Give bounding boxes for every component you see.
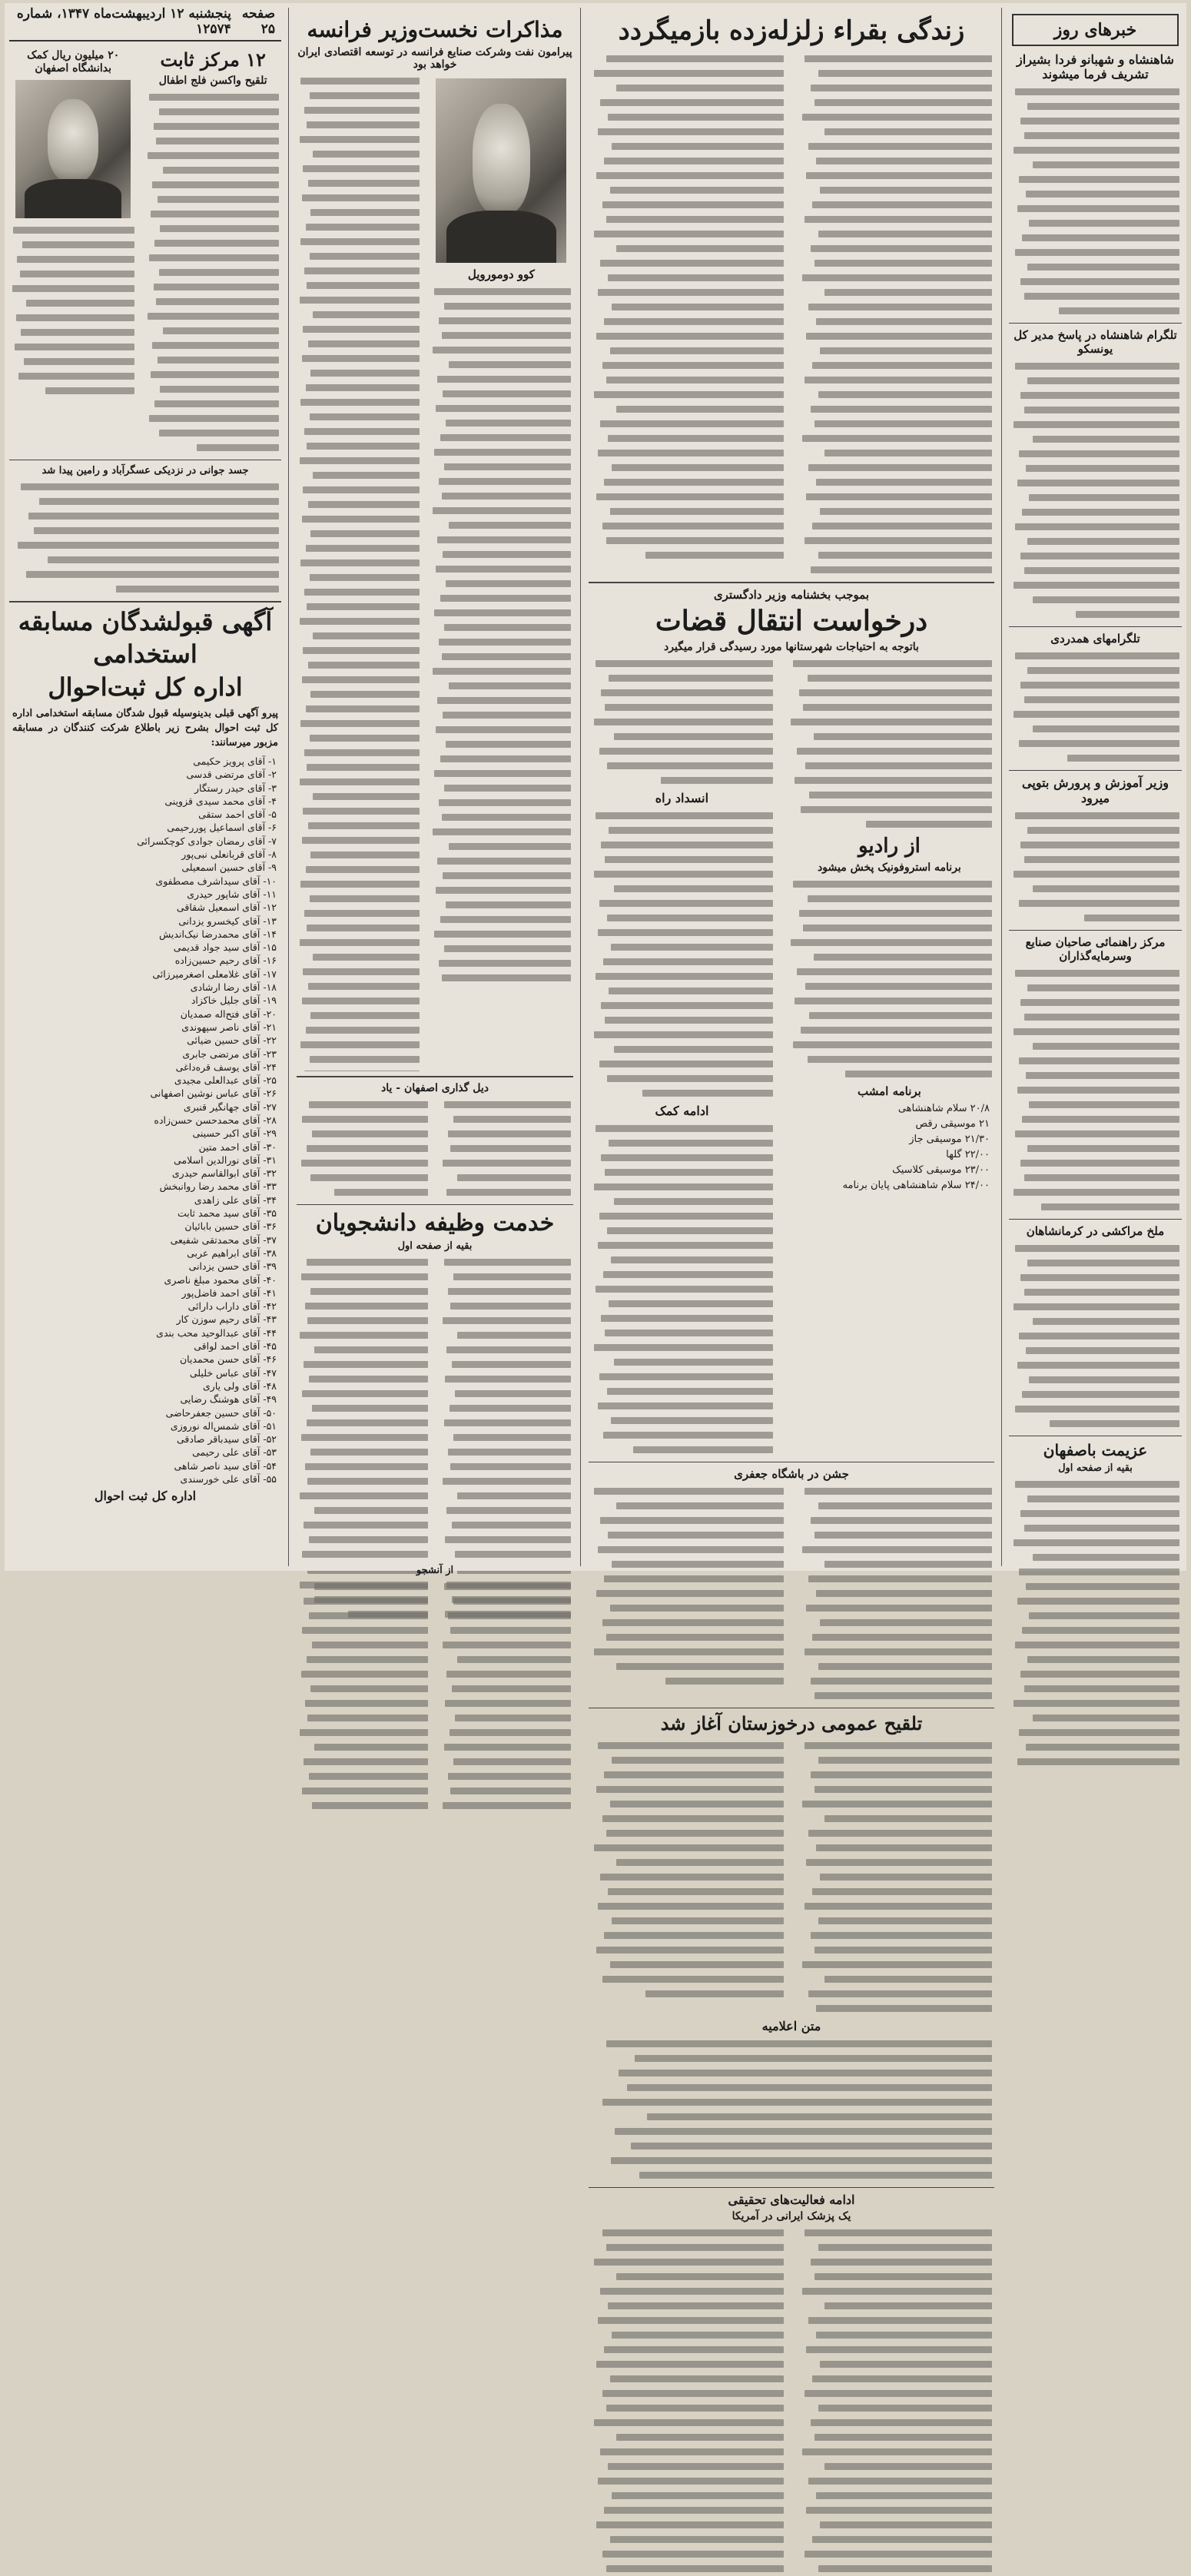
side-body-5	[589, 2037, 994, 2183]
left-column	[5, 3, 286, 1571]
notice-name-item: ۱- آقای پرویز حکیمی	[193, 755, 277, 767]
notice-name-item: ۸- آقای قربانعلی نبی‌پور	[181, 848, 277, 861]
notice-name-item: ۲۵- آقای عبدالعلی مجیدی	[174, 1074, 277, 1087]
health-item-body	[9, 480, 281, 596]
side-body-4	[589, 1484, 994, 1703]
notice-name-item: ۳۲- آقای ابوالقاسم حیدری	[171, 1167, 277, 1180]
masthead-page-number: صفحه ۲۵	[241, 6, 275, 37]
notice-name-list	[9, 755, 281, 1486]
students-column	[292, 1071, 578, 1576]
news-item6-body	[1009, 1241, 1182, 1431]
notice-name-item: ۲- آقای مرتضی قدسی	[186, 768, 277, 781]
news-item1-title: شاهنشاه و شهبانو فردا بشیراز تشریف فرما میشوند	[1017, 52, 1174, 82]
health-block	[144, 46, 281, 455]
notice-name-item: ۳۷- آقای محمدتقی شفیعی	[170, 1233, 277, 1246]
notice-name-item: ۴۳- آقای رحیم سوزن کار	[176, 1313, 277, 1326]
photo-suit	[25, 179, 121, 217]
news-item4-body	[1009, 808, 1182, 925]
news-item6-title: ملخ مراکشی در کرمانشاهان	[1026, 1223, 1165, 1238]
health-aid-wrap	[9, 46, 281, 455]
notice-name-item: ۲۷- آقای جهانگیر قنبری	[183, 1100, 277, 1113]
notice-name-item: ۲۶- آقای عباس نوشین اصفهانی	[150, 1087, 277, 1100]
recruitment-notice	[9, 607, 281, 1504]
cancer-body	[589, 2226, 994, 2576]
news-item5-title: مرکز راهنمائی صاحبان صنایع وسرمایه‌گذاران	[1025, 934, 1166, 963]
radio-program-list	[785, 1101, 994, 1193]
news-item2-body	[1009, 359, 1182, 622]
notice-name-item: ۷- آقای رمضان جوادی کوچکسرائی	[137, 835, 277, 847]
notice-name-item: ۲۹- آقای اکبر حسینی	[192, 1127, 277, 1140]
divider	[297, 1076, 573, 1077]
divider	[1009, 930, 1182, 931]
notice-name-item: ۱۹- آقای جلیل خاکزاد	[191, 994, 277, 1007]
newspaper-page	[5, 3, 1186, 2222]
divider	[589, 582, 994, 583]
news-item7-title: عزیمت باصفهان	[1043, 1440, 1148, 1459]
notice-name-item: ۳۴- آقای علی زاهدی	[194, 1193, 277, 1206]
notice-name-item: ۴۰- آقای محمود مبلغ ناصری	[164, 1273, 277, 1286]
notice-footer: اداره کل ثبت احوال	[94, 1489, 197, 1504]
notice-title-2: استخدامی	[93, 639, 197, 669]
france-headline: مذاکرات نخست‌وزیر فرانسه	[307, 17, 563, 42]
students-continued: بقیه از صفحه اول	[397, 1240, 473, 1252]
notice-name-item: ۵- آقای احمد ستقی	[198, 808, 277, 821]
students-body-2	[297, 1579, 573, 1813]
side-item4-title: متن اعلامیه	[761, 2018, 821, 2033]
notice-name-item: ۱۰- آقای سیداشرف مصطفوی	[155, 875, 277, 887]
cancer-title: ادامه فعالیت‌های تحقیقی	[728, 2192, 855, 2207]
judges-sub: باتوجه به احتیاجات شهرستانها مورد رسیدگی قرار میگیرد	[664, 640, 919, 653]
notice-name-item: ۲۸- آقای محمدحسن حسن‌زاده	[154, 1114, 277, 1126]
divider	[1009, 626, 1182, 627]
radio-program-item: ۲۰/۸ سلام شاهنشاهی	[897, 1103, 990, 1115]
health-sub: تلقیح واکسن فلج اطفال	[158, 74, 267, 87]
side-item1-title: انسداد راه	[655, 790, 709, 805]
side-body-3	[589, 1121, 775, 1457]
masthead-date: پنجشنبه ۱۲ اردیبهشت‌ماه ۱۳۴۷، شماره ۱۲۵۷۴	[16, 6, 231, 37]
isfahan-body	[297, 1097, 573, 1200]
notice-name-item: ۴۶- آقای حسن محمدیان	[179, 1353, 277, 1366]
notice-name-item: ۵۰- آقای حسین جعفرحاضی	[165, 1406, 277, 1419]
notice-name-item: ۱۲- آقای اسمعیل شقاقی	[176, 901, 277, 914]
notice-name-item: ۴- آقای محمد سیدی قزوینی	[164, 795, 277, 807]
notice-name-item: ۴۱- آقای احمد فاضل‌پور	[181, 1286, 277, 1299]
cancer-headline: یک پزشک ایرانی در آمریکا	[732, 2209, 851, 2222]
notice-name-item: ۱۵- آقای سید جواد قدیمی	[173, 941, 277, 954]
divider	[9, 601, 281, 603]
earthquake-column	[584, 3, 999, 2222]
notice-name-item: ۴۴- آقای عبدالوحید محب بندی	[156, 1326, 277, 1339]
divider	[589, 2187, 994, 2188]
students-body	[297, 1255, 573, 1562]
notice-name-item: ۵۳- آقای علی رحیمی	[192, 1446, 277, 1459]
radio-program-item: ۲۱/۳۰ موسیقی جاز	[909, 1134, 990, 1146]
isfahan-title: دیل گذاری اصفهان - یاد	[381, 1082, 489, 1094]
radio-program-item: ۲۲/۰۰ گلها	[946, 1149, 990, 1161]
radio-program-item: ۲۱ موسیقی رقص	[915, 1118, 990, 1130]
notice-name-item: ۴۸- آقای ولی یاری	[203, 1379, 277, 1392]
aid-title: ۲۰ میلیون ریال کمک بدانشگاه اصفهان	[27, 49, 120, 75]
notice-name-item: ۱۸- آقای رضا ارشادی	[190, 981, 277, 994]
notice-name-item: ۵۴- آقای سید ناصر شاهی	[174, 1459, 277, 1472]
france-sub: پیرامون نفت وشرکت صنایع فرانسه در توسعه اقتصادی ایران خواهد بود	[297, 45, 572, 71]
notice-name-item: ۳۸- آقای ابراهیم عربی	[187, 1247, 277, 1259]
notice-name-item: ۴۲- آقای داراب دارائی	[187, 1300, 277, 1313]
judges-body-wrap	[589, 656, 994, 1457]
photo-face	[48, 99, 98, 182]
side-body-2	[589, 808, 775, 1100]
portrait-photo	[15, 80, 131, 218]
health-body	[144, 90, 281, 455]
radio-headline: از رادیو	[858, 834, 921, 858]
news-item4-title: وزیر آموزش و پرورش بتوپی میرود	[1022, 775, 1169, 805]
news-of-day-box-title: خبرهای روز	[1012, 14, 1179, 46]
notice-title-3: اداره کل ثبت‌احوال	[48, 672, 243, 702]
radio-body	[785, 877, 994, 1081]
judges-headline: درخواست انتقال قضات	[655, 604, 928, 637]
notice-name-item: ۲۰- آقای فتح‌اله صمدیان	[180, 1007, 277, 1020]
news-item3-body	[1009, 649, 1182, 765]
radio-tonight-title: برنامه امشب	[858, 1084, 921, 1099]
notice-name-item: ۹- آقای حسین اسمعیلی	[181, 861, 277, 874]
notice-intro: پیرو آگهی قبلی بدینوسیله قبول شدگان مسابقه استخدامی اداره کل ثبت احوال بشرح زیر باطلاع شرکت کنندگان در مسابقه مزبور میرسانند:	[12, 707, 278, 749]
judges-body	[785, 656, 994, 832]
notice-name-item: ۳- آقای حیدر رستگار	[194, 782, 277, 794]
france-body-right	[430, 284, 573, 985]
column-rule	[1001, 8, 1002, 1566]
notice-name-item: ۱۶- آقای رحیم حسین‌زاده	[174, 954, 277, 967]
divider	[1009, 1219, 1182, 1220]
photo-suit	[446, 211, 556, 262]
notice-name-item: ۱۴- آقای محمدرضا نیک‌اندیش	[158, 928, 277, 940]
radio-program-item: ۲۳/۰۰ موسیقی کلاسیک	[892, 1164, 990, 1177]
aid-block	[9, 46, 137, 455]
judges-kicker: بموجب بخشنامه وزیر دادگستری	[713, 587, 870, 602]
notice-name-item: ۵۱- آقای شمس‌اله نوروزی	[170, 1419, 277, 1432]
couve-de-murville-photo	[436, 78, 566, 263]
students-sub: از آنشجو	[416, 1565, 454, 1576]
divider	[297, 1204, 573, 1205]
news-item1-body	[1009, 85, 1182, 318]
notice-name-item: ۲۴- آقای یوسف قره‌داغی	[175, 1061, 277, 1073]
notice-name-item: ۲۱- آقای ناصر سپهوندی	[181, 1021, 277, 1033]
column-rule	[288, 8, 289, 1566]
earthquake-body	[589, 51, 994, 577]
radio-sub: برنامه استروفونیک پخش میشود	[818, 861, 961, 875]
divider	[1009, 770, 1182, 771]
students-headline: خدمت وظیفه دانشجویان	[315, 1210, 555, 1237]
notice-name-item: ۳۵- آقای سید محمد ثابت	[177, 1207, 277, 1220]
earthquake-headline: زندگی بقراء زلزله‌زده بازمیگردد	[618, 15, 965, 46]
side-body-1	[589, 656, 775, 788]
notice-title-1: آگهی قبولشدگان مسابقه	[18, 606, 273, 636]
notice-name-item: ۱۷- آقای غلامعلی اصغرمیرزائی	[152, 968, 277, 980]
radio-program-item: ۲۴/۰۰ سلام شاهنشاهی پایان برنامه	[842, 1180, 990, 1192]
notice-name-item: ۵۵- آقای علی خورسندی	[180, 1473, 277, 1485]
notice-name-item: ۲۲- آقای حسین ضیائی	[187, 1034, 277, 1047]
news-item5-body	[1009, 966, 1182, 1214]
notice-name-item: ۳۰- آقای احمد متین	[198, 1140, 277, 1153]
notice-name-item: ۶- آقای اسماعیل پوررحیمی	[167, 822, 277, 834]
masthead	[9, 3, 281, 41]
judges-side	[589, 656, 775, 1457]
news-item7-sub: بقیه از صفحه اول	[1058, 1462, 1133, 1474]
notice-name-item: ۳۳- آقای محمد رضا روانبخش	[159, 1180, 277, 1193]
vaccination-body	[589, 1738, 994, 2016]
photo-face	[473, 104, 530, 214]
notice-name-item: ۳۶- آقای حسین بابائیان	[184, 1220, 277, 1233]
notice-name-item: ۳۱- آقای نورالدین اسلامی	[174, 1154, 277, 1166]
notice-name-item: ۱۳- آقای کیخسرو یزدانی	[178, 915, 277, 927]
health-item-title: جسد جوانی در نزدیکی عسگرآباد و رامین پیدا شد	[41, 464, 249, 476]
news-of-day-column	[1004, 3, 1186, 1571]
news-item7-body	[1009, 1477, 1182, 1769]
judges-main	[785, 656, 994, 1457]
notice-name-item: ۴۷- آقای عباس خلیلی	[189, 1366, 277, 1379]
aid-body	[9, 223, 137, 398]
side-item2-title: ادامه کمک	[655, 1103, 709, 1118]
notice-name-item: ۵۲- آقای سیدباقر صادقی	[177, 1433, 277, 1446]
news-item2-title: تلگرام شاهنشاه در پاسخ مدیر کل یونسکو	[1014, 328, 1177, 357]
notice-name-item: ۲۳- آقای مرتضی جابری	[182, 1047, 277, 1060]
notice-name-item: ۴۹- آقای هوشنگ رضایی	[180, 1393, 277, 1406]
notice-name-item: ۱۱- آقای شاپور حیدری	[187, 888, 277, 900]
vaccination-headline: تلقیح عمومی درخوزستان آغاز شد	[660, 1711, 923, 1734]
notice-name-item: ۳۹- آقای حسن یزدانی	[188, 1260, 277, 1273]
health-headline: ۱۲ مرکز ثابت	[160, 48, 266, 71]
side-item3-title: جشن در باشگاه جعفری	[734, 1466, 849, 1481]
divider	[1009, 323, 1182, 324]
france-photo-caption: کوو دومورویل	[467, 267, 535, 281]
notice-name-item: ۴۵- آقای احمد لواقی	[194, 1340, 277, 1353]
news-item3-title: تلگرامهای همدردی	[1050, 632, 1140, 646]
column-rule	[580, 8, 581, 1566]
